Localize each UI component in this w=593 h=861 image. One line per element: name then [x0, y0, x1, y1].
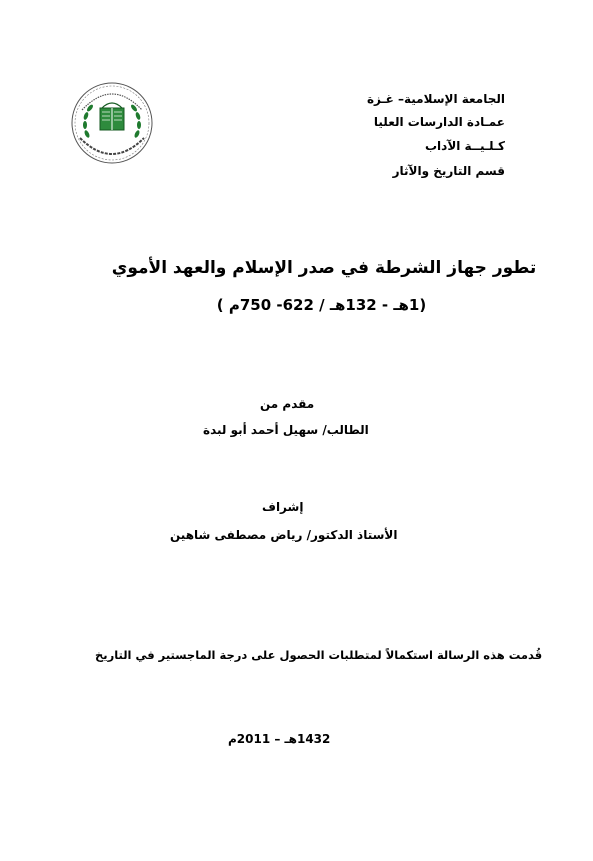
supervision-label: إشراف [262, 500, 304, 514]
thesis-period: (1هـ - 132هـ / 622- 750م ) [216, 296, 427, 314]
graduate-studies-deanship: عمـادة الدارسات العليا [373, 115, 505, 129]
supervisor-name: الأستاذ الدكتور/ رياض مصطفى شاهين [170, 528, 398, 542]
department-name: قسم التاريخ والآثار [392, 164, 505, 178]
university-seal-icon [62, 78, 162, 168]
faculty-name: كـلـيــة الآداب [424, 139, 505, 153]
university-name: الجامعة الإسلامية– غـزة [366, 92, 505, 106]
student-name: الطالب/ سهيل أحمد أبو لبدة [203, 423, 369, 437]
submission-date: 1432هـ – 2011م [228, 732, 331, 746]
thesis-title: تطور جهاز الشرطة في صدر الإسلام والعهد الأموي [111, 258, 537, 278]
thesis-purpose: قُدمت هذه الرسالة استكمالاً لمتطلبات الحصول على درجة الماجستير في التاريخ [95, 648, 543, 662]
presented-by-label: مقدم من [260, 397, 315, 411]
